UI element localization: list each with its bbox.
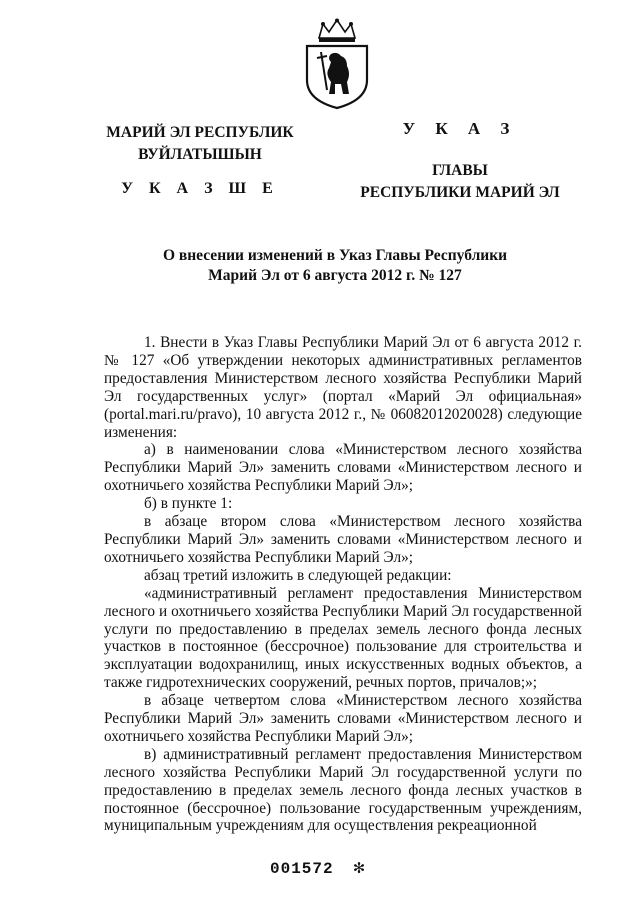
paragraph-8: в) административный регламент предоставления Министерством лесного хозяйства Республики Марий Эл государственной услуги по предоставлению в пределах земель лесного фонда лесных участков в постоянное (бессрочное) пользование государственным учреждениям, муниципальным учреждениям для осуществления рекреационной [104,745,582,835]
left-header-line1: МАРИЙ ЭЛ РЕСПУБЛИК [106,124,294,141]
coat-of-arms-icon [301,18,373,110]
right-header-line1: У К А З [402,119,518,138]
document-body [104,334,582,835]
left-header-line3: У К А З Ш Е [121,180,279,197]
paragraph-6: «административный регламент предоставления Министерством лесного и охотничьего хозяйства Республики Марий Эл государственной услуги по предоставлению в пределах земель лесного фонда лесных участков в постоянное (бессрочное) пользование для строительства и эксплуатации водохранилищ, иных искусственных водных объектов, а также гидротехнических сооружений, речных портов, причалов;»; [104,584,582,692]
document-title-line1: О внесении изменений в Указ Главы Республики [162,247,508,264]
paragraph-7: в абзаце четвертом слова «Министерством лесного хозяйства Республики Марий Эл» заменить словами «Министерством лесного и охотничьего хозяйства Республики Марий Эл»; [104,692,582,745]
serial-number: 001572 [270,860,334,878]
right-header [355,118,565,204]
paragraph-3: б) в пункте 1: [144,495,233,513]
footer-serial [270,857,390,879]
right-header-line2: ГЛАВЫ [432,162,488,179]
paragraph-2: а) в наименовании слова «Министерством лесного хозяйства Республики Марий Эл» заменить словами «Министерством лесного и охотничьего хозяйства Республики Марий Эл»; [104,441,582,495]
document-title-line2: Марий Эл от 6 августа 2012 г. № 127 [208,267,462,284]
left-header [95,122,305,200]
paragraph-1: 1. Внести в Указ Главы Республики Марий Эл от 6 августа 2012 г. № 127 «Об утверждении некоторых административных регламентов предоставления Министерством лесного хозяйства Республики Марий Эл государственных услуг» (портал «Марий Эл официальная» (portal.mari.ru/pravo), 10 августа 2012 г., № 06082012020028) следующие изменения: [104,334,582,441]
left-header-line2: ВУЙЛАТЫШЫН [138,146,262,163]
asterisk-mark: ✻ [353,859,366,879]
paragraph-4: в абзаце втором слова «Министерством лесного хозяйства Республики Марий Эл» заменить словами «Министерством лесного и охотничьего хозяйства Республики Марий Эл»; [104,513,582,566]
document-title [100,246,570,286]
paragraph-5: абзац третий изложить в следующей редакции: [144,566,452,584]
right-header-line3: РЕСПУБЛИКИ МАРИЙ ЭЛ [360,184,560,201]
